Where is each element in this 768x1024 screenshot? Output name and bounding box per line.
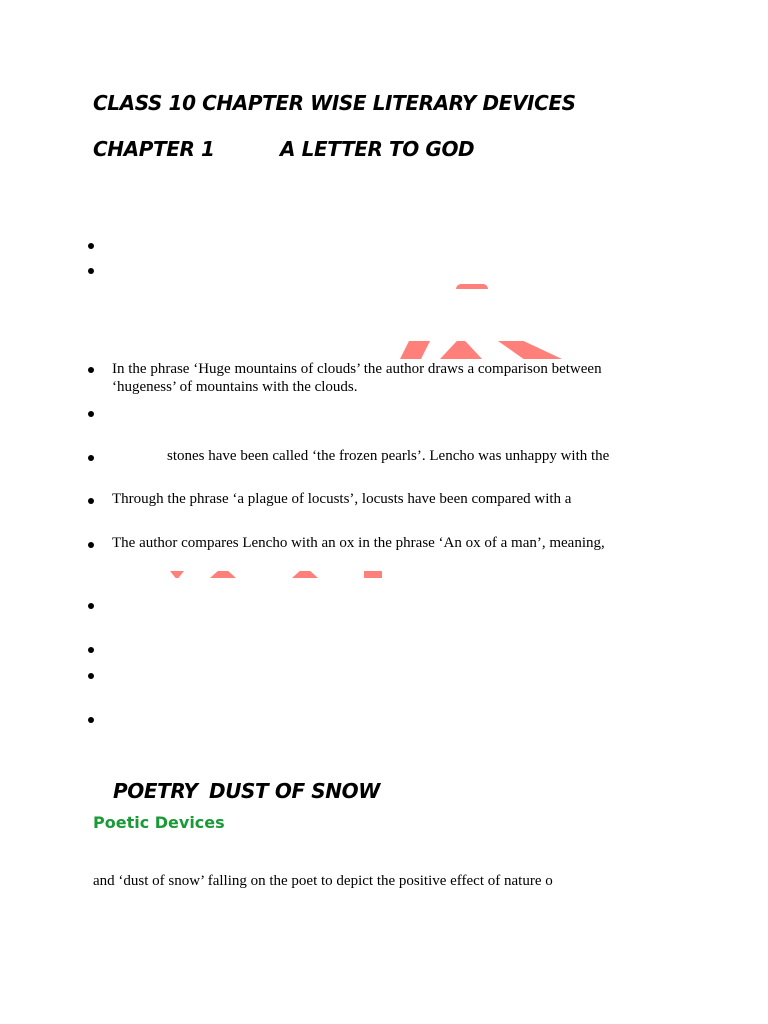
watermark-fragment [498, 341, 562, 359]
poem-title: DUST OF SNOW [209, 779, 380, 803]
watermark-fragment [210, 571, 236, 578]
list-item-text: Through the phrase ‘a plague of locusts’, locusts have been compared with a [112, 491, 572, 507]
watermark-fragment [440, 341, 482, 359]
list-item-text: stones have been called ‘the frozen pearls’. Lencho was unhappy with the [167, 448, 610, 464]
list-bullet [88, 455, 94, 461]
chapter-label: CHAPTER 1 [93, 137, 215, 161]
list-bullet [88, 603, 94, 609]
poetic-devices-heading: Poetic Devices [93, 813, 225, 832]
poetry-label: POETRY [113, 779, 198, 803]
document-title: CLASS 10 CHAPTER WISE LITERARY DEVICES [93, 91, 576, 115]
list-bullet [88, 673, 94, 679]
list-bullet [88, 268, 94, 274]
chapter-title: A LETTER TO GOD [280, 137, 475, 161]
list-bullet [88, 498, 94, 504]
watermark-fragment [400, 341, 430, 359]
watermark-fragment [170, 571, 184, 578]
list-item-text: ‘hugeness’ of mountains with the clouds. [112, 379, 358, 395]
list-bullet [88, 647, 94, 653]
poetry-text: and ‘dust of snow’ falling on the poet to depict the positive effect of nature o [93, 873, 553, 889]
list-bullet [88, 542, 94, 548]
watermark-fragment [364, 571, 382, 578]
watermark-fragment [456, 284, 488, 289]
list-item-text: The author compares Lencho with an ox in the phrase ‘An ox of a man’, meaning, [112, 535, 605, 551]
list-bullet [88, 367, 94, 373]
list-bullet [88, 717, 94, 723]
list-bullet [88, 411, 94, 417]
list-item-text: In the phrase ‘Huge mountains of clouds’ the author draws a comparison between [112, 361, 602, 377]
list-bullet [88, 243, 94, 249]
watermark-fragment [292, 571, 318, 578]
